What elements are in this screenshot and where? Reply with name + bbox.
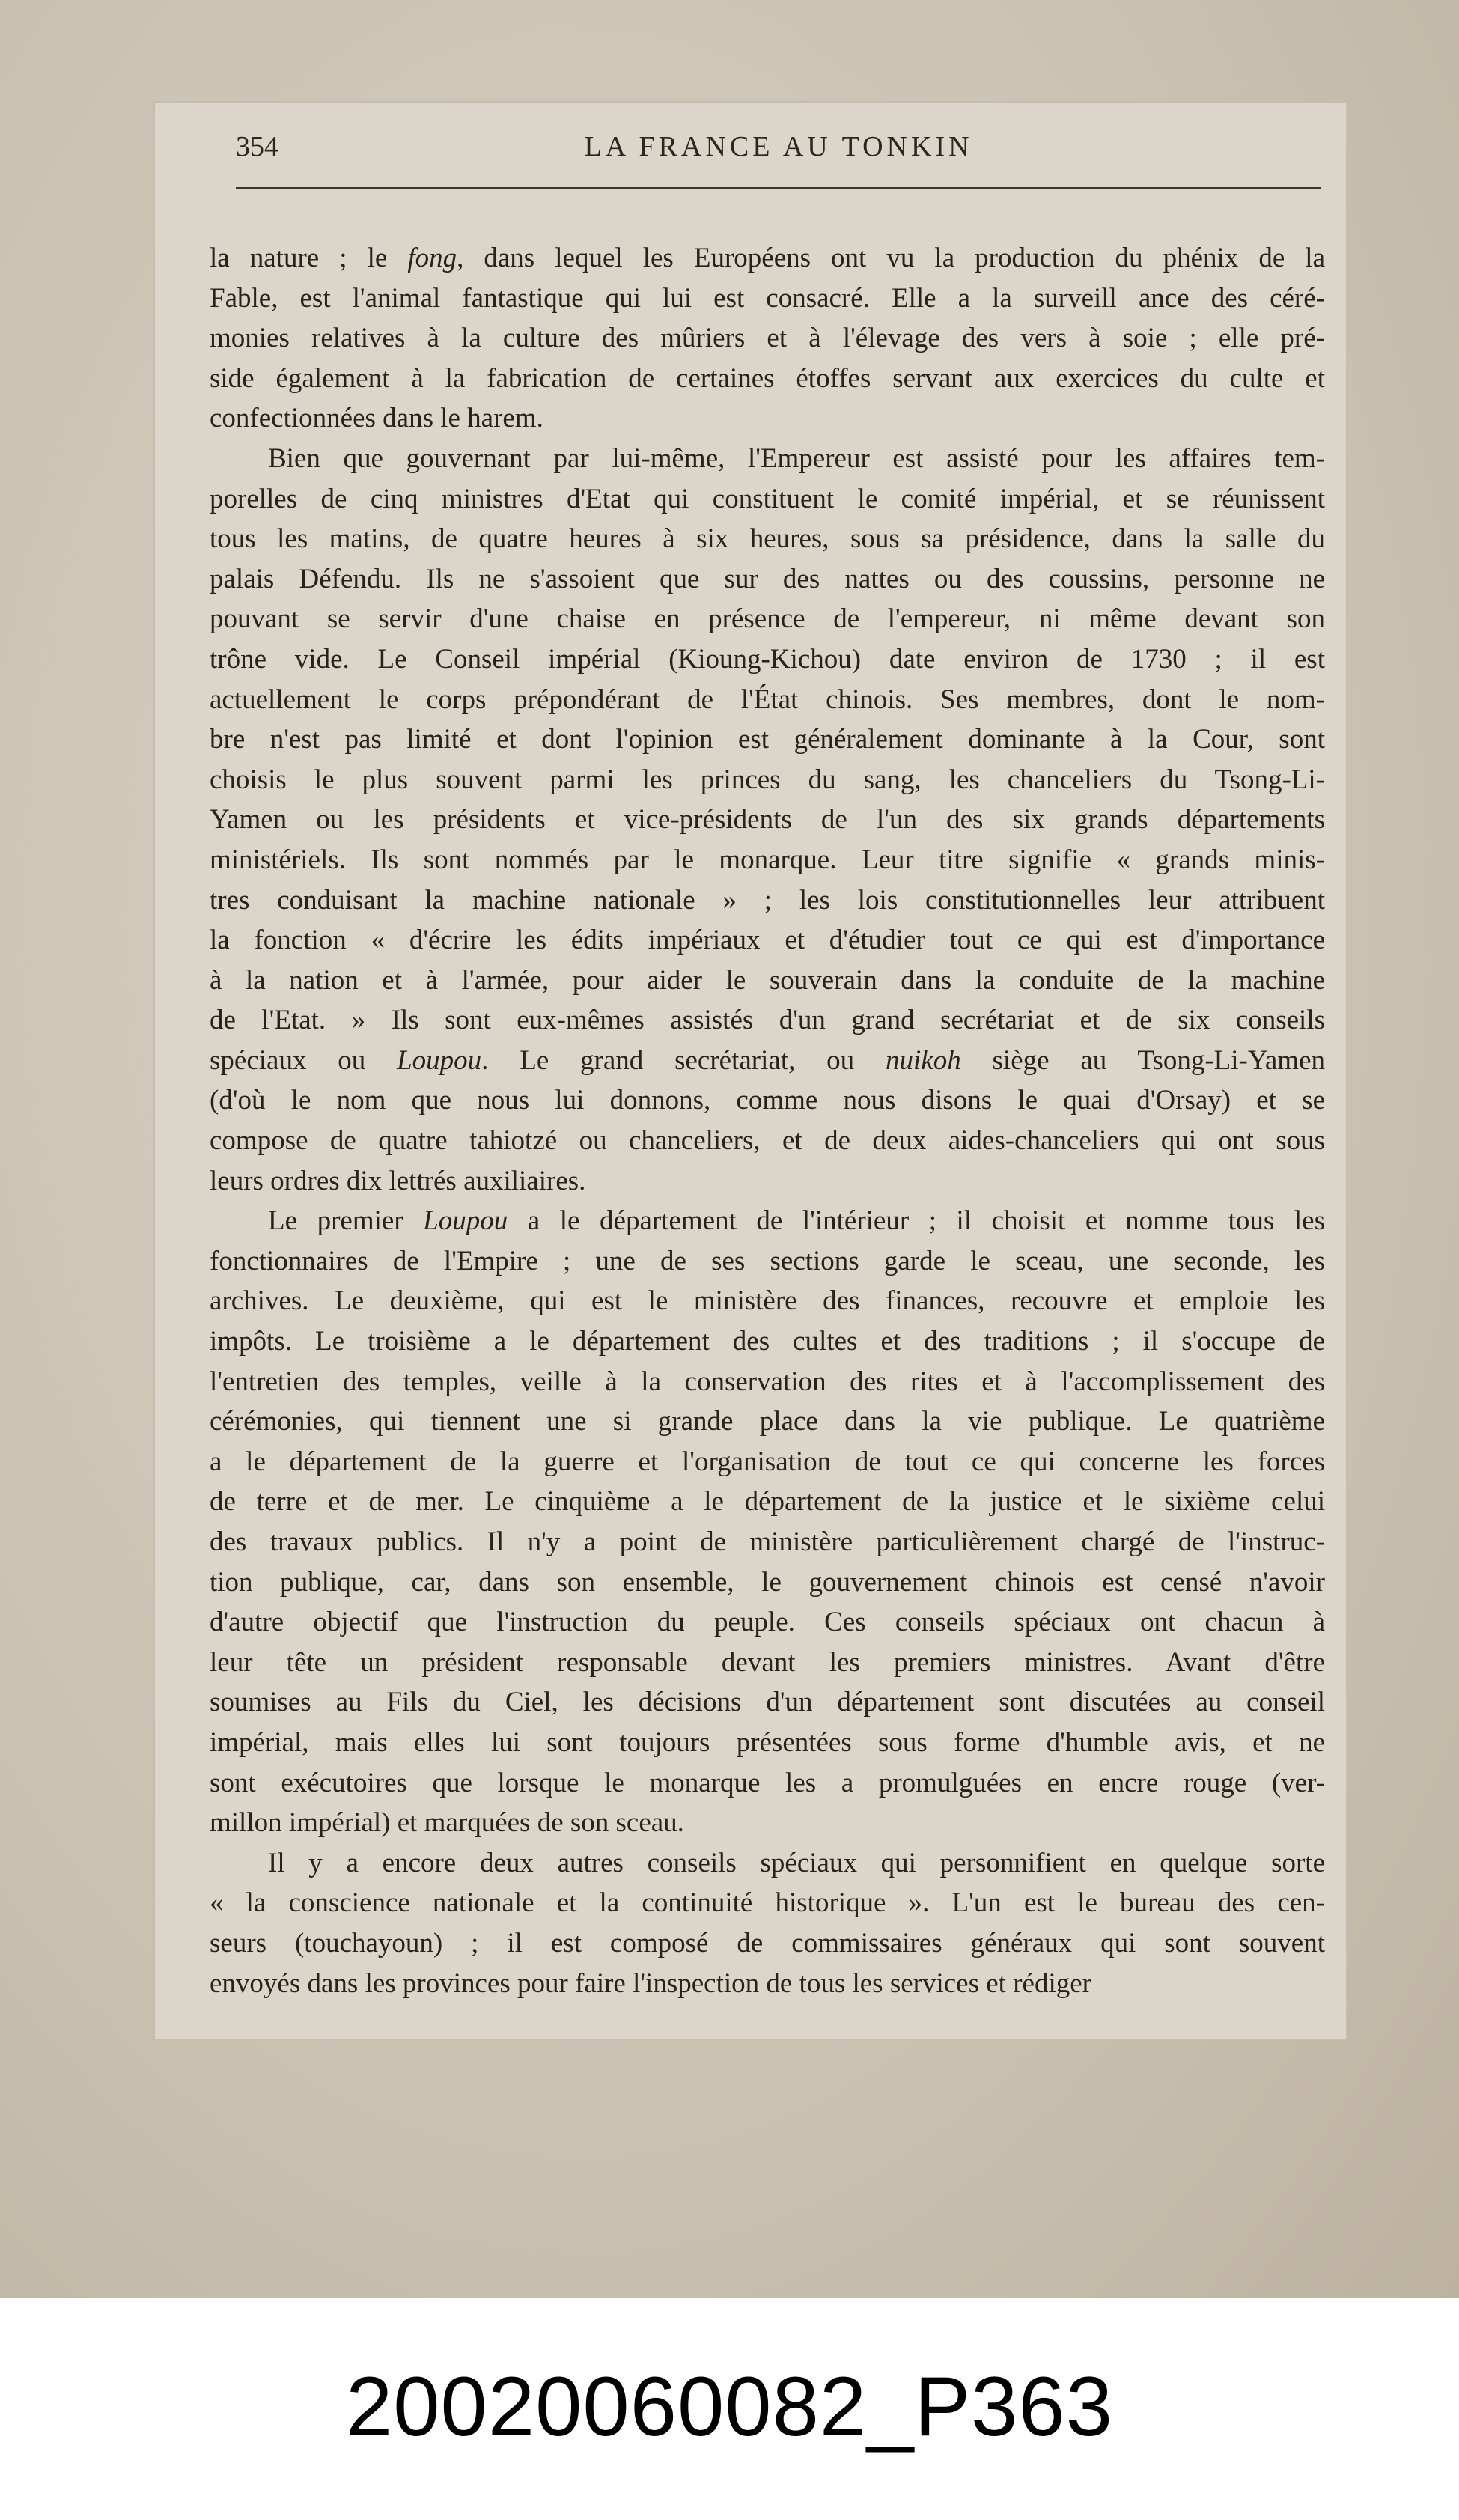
text-line: millon impérial) et marquées de son sceau.: [210, 1807, 684, 1839]
paragraph: [210, 1843, 1325, 2003]
text-line: de l'Etat. » Ils sont eux-mêmes assistés d'un grand secrétariat et de six conseils: [210, 1005, 1325, 1036]
text-line: bre n'est pas limité et dont l'opinion est généralement dominante à la Cour, sont: [210, 724, 1325, 755]
text-line: fonctionnaires de l'Empire ; une de ses sections garde le sceau, une seconde, les: [210, 1245, 1325, 1276]
text-line: pouvant se servir d'une chaise en présence de l'empereur, ni même devant son: [210, 603, 1325, 635]
paragraph: [210, 1201, 1325, 1843]
paragraph: [210, 439, 1325, 1201]
text-line: trône vide. Le Conseil impérial (Kioung-Kichou) date environ de 1730 ; il est: [210, 643, 1325, 675]
text-line: d'autre objectif que l'instruction du peuple. Ces conseils spéciaux ont chacun à: [210, 1607, 1325, 1638]
text-line: seurs (touchayoun) ; il est composé de commissaires généraux qui sont souvent: [210, 1927, 1325, 1959]
text-line: la fonction « d'écrire les édits impériaux et d'étudier tout ce qui est d'importance: [210, 925, 1325, 956]
text-line: side également à la fabrication de certaines étoffes servant aux exercices du culte et: [210, 362, 1325, 394]
text-line: à la nation et à l'armée, pour aider le souverain dans la conduite de la machine: [210, 964, 1325, 996]
text-line: tres conduisant la machine nationale » ; les lois constitutionnelles leur attribuent: [210, 884, 1325, 916]
text-line: archives. Le deuxième, qui est le ministère des finances, recouvre et emploie les: [210, 1285, 1325, 1317]
text-line: palais Défendu. Ils ne s'assoient que sur des nattes ou des coussins, personne ne: [210, 563, 1325, 594]
text-line: l'entretien des temples, veille à la conservation des rites et à l'accomplissement des: [210, 1366, 1325, 1397]
text-line: spéciaux ou Loupou. Le grand secrétariat, ou nuikoh siège au Tsong-Li-Yamen: [210, 1044, 1326, 1076]
text-line: Le premier Loupou a le département de l'intérieur ; il choisit et nomme tous les: [268, 1205, 1325, 1237]
text-line: ministériels. Ils sont nommés par le monarque. Leur titre signifie « grands minis-: [210, 844, 1325, 875]
text-line: tous les matins, de quatre heures à six heures, sous sa présidence, dans la salle du: [210, 523, 1325, 555]
image-id-caption: 20020060082_P363: [345, 2360, 1114, 2453]
text-line: sont exécutoires que lorsque le monarque les a promulguées en encre rouge (ver-: [210, 1767, 1325, 1798]
text-line: de terre et de mer. Le cinquième a le département de la justice et le sixième celui: [210, 1486, 1325, 1518]
text-line: Fable, est l'animal fantastique qui lui est consacré. Elle a la surveill ance des céré-: [210, 282, 1325, 314]
text-line: monies relatives à la culture des mûriers et à l'élevage des vers à soie ; elle pré-: [210, 323, 1325, 354]
text-line: Yamen ou les présidents et vice-présidents de l'un des six grands départements: [210, 804, 1325, 836]
text-line: compose de quatre tahiotzé ou chanceliers, et de deux aides-chanceliers qui ont sous: [210, 1125, 1325, 1157]
text-line: actuellement le corps prépondérant de l'État chinois. Ses membres, dont le nom-: [210, 684, 1325, 715]
text-line: impôts. Le troisième a le département des cultes et des traditions ; il s'occupe de: [210, 1326, 1325, 1357]
text-line: des travaux publics. Il n'y a point de ministère particulièrement chargé de l'instruc-: [210, 1527, 1325, 1557]
text-line: tion publique, car, dans son ensemble, le gouvernement chinois est censé n'avoir: [210, 1566, 1325, 1598]
body-text: [210, 238, 1325, 2003]
text-line: Bien que gouvernant par lui-même, l'Empereur est assisté pour les affaires tem-: [268, 442, 1325, 474]
text-line: confectionnées dans le harem.: [210, 403, 543, 434]
page-header: [236, 127, 1321, 172]
text-line: choisis le plus souvent parmi les princes du sang, les chanceliers du Tsong-Li-: [210, 764, 1325, 795]
text-line: soumises au Fils du Ciel, les décisions d'un département sont discutées au conseil: [210, 1687, 1325, 1718]
text-line: « la conscience nationale et la continuité historique ». L'un est le bureau des cen-: [210, 1887, 1325, 1919]
header-rule: [236, 187, 1321, 189]
text-line: impérial, mais elles lui sont toujours présentées sous forme d'humble avis, et ne: [210, 1726, 1325, 1758]
paragraph: [210, 238, 1325, 439]
text-line: leur tête un président responsable devant les premiers ministres. Avant d'être: [210, 1646, 1325, 1678]
text-line: porelles de cinq ministres d'Etat qui constituent le comité impérial, et se réunissent: [210, 483, 1325, 514]
text-line: la nature ; le fong, dans lequel les Européens ont vu la production du phénix de la: [210, 243, 1325, 273]
text-line: envoyés dans les provinces pour faire l'inspection de tous les services et rédiger: [210, 1967, 1091, 1999]
text-line: leurs ordres dix lettrés auxiliaires.: [210, 1165, 586, 1196]
page-number: 354: [236, 131, 278, 162]
text-line: (d'où le nom que nous lui donnons, comme nous disons le quai d'Orsay) et se: [210, 1085, 1325, 1116]
text-line: a le département de la guerre et l'organisation de tout ce qui concerne les forces: [210, 1446, 1325, 1477]
text-line: cérémonies, qui tiennent une si grande place dans la vie publique. Le quatrième: [210, 1406, 1325, 1437]
running-title: LA FRANCE AU TONKIN: [584, 131, 973, 162]
text-line: Il y a encore deux autres conseils spéciaux qui personnifient en quelque sorte: [268, 1847, 1325, 1878]
